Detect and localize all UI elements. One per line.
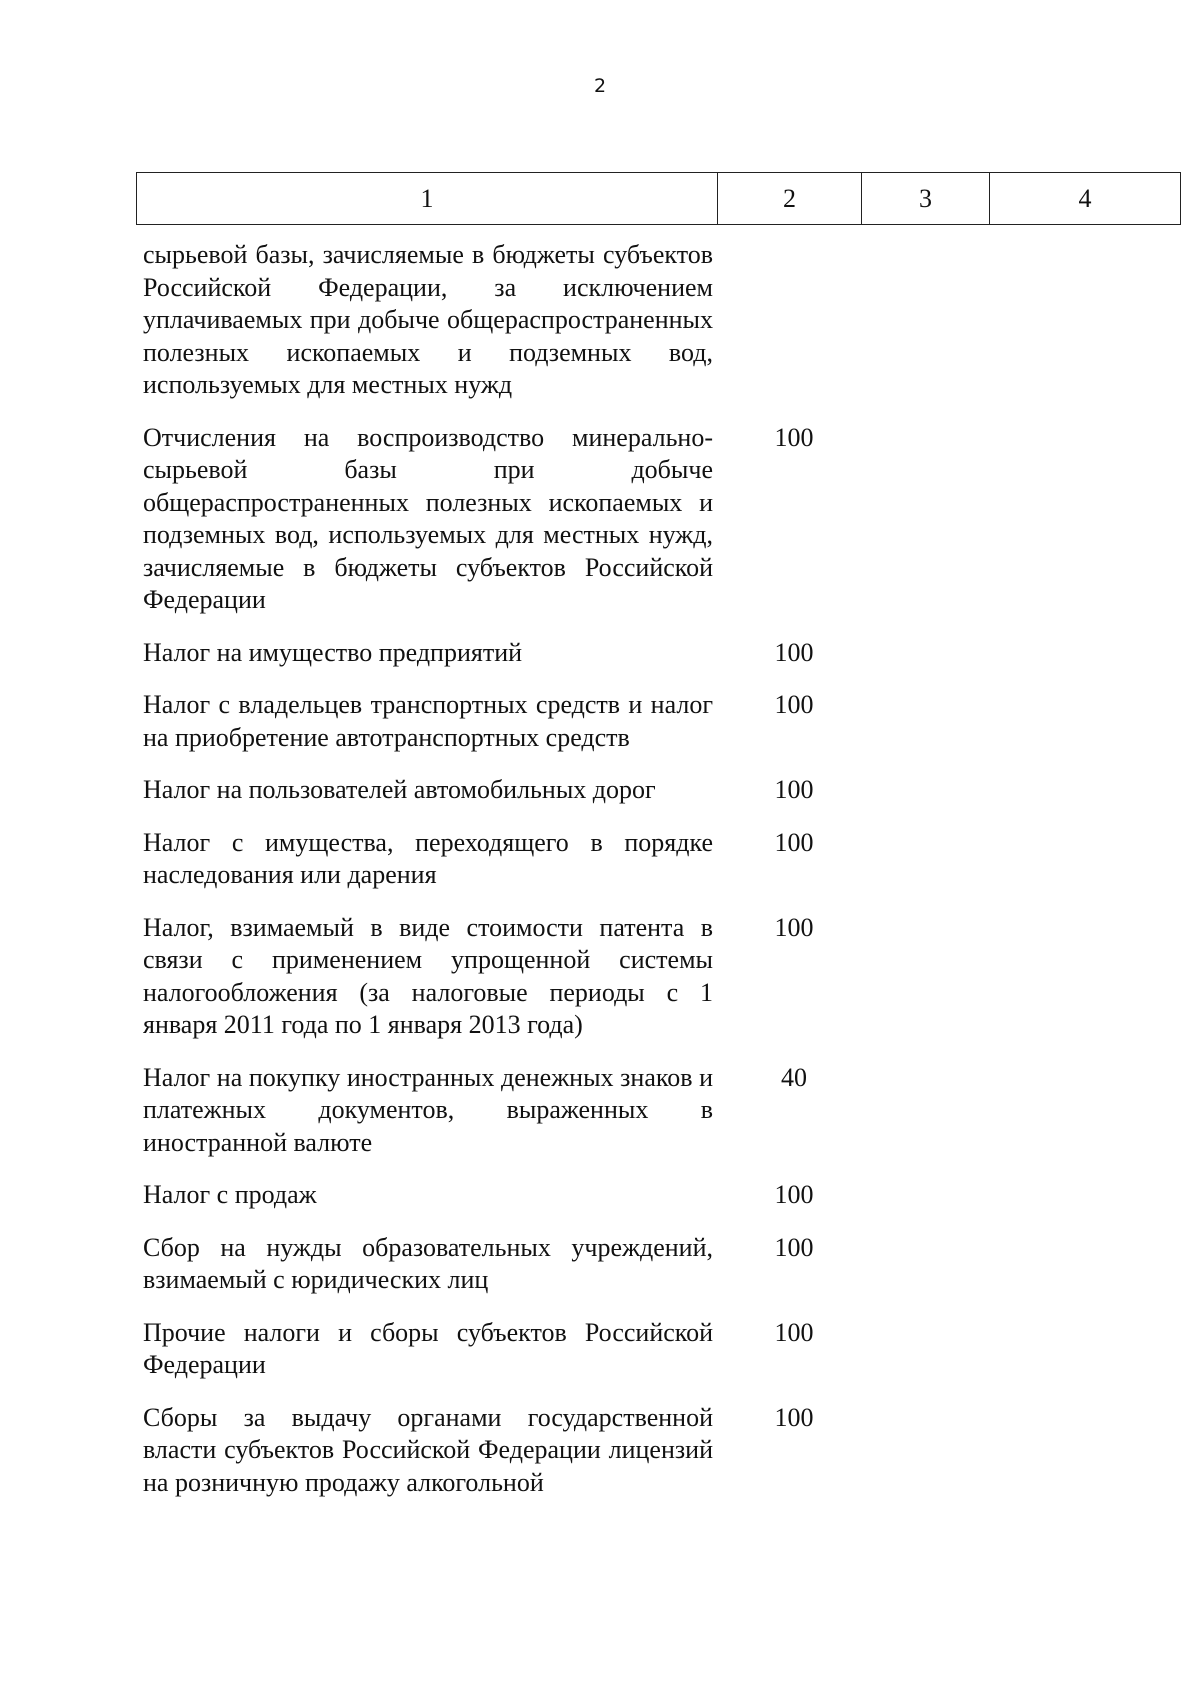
table-row bbox=[143, 1179, 1193, 1212]
tax-name: Налог на имущество предприятий bbox=[143, 637, 523, 667]
tax-percent: 100 bbox=[774, 1232, 814, 1262]
tax-percent: 40 bbox=[781, 1062, 807, 1092]
tax-name: Прочие налоги и сборы субъектов Российской Федерации bbox=[143, 1317, 713, 1379]
table-row bbox=[143, 774, 1193, 807]
tax-name: Налог с продаж bbox=[143, 1180, 317, 1209]
tax-rows bbox=[143, 239, 1193, 1519]
tax-name: Сбор на нужды образовательных учреждений, взимаемый с юридических лиц bbox=[143, 1232, 713, 1294]
tax-percent: 100 bbox=[774, 1180, 814, 1209]
table-row bbox=[143, 1062, 1193, 1160]
tax-percent: 100 bbox=[774, 912, 814, 942]
tax-percent: 100 bbox=[774, 1317, 814, 1347]
table-row bbox=[143, 1317, 1193, 1382]
column-header-row bbox=[137, 173, 1181, 225]
tax-name: Отчисления на воспроизводство минерально-сырьевой базы при добыче общераспространенных полезных ископаемых и подземных вод, используемых для местных нужд, зачисляемые в бюджеты субъектов Российской Федерации bbox=[143, 422, 713, 614]
tax-name: Сборы за выдачу органами государственной власти субъектов Российской Федерации лицензий на розничную продажу алкогольной bbox=[143, 1402, 713, 1497]
column-header-2: 2 bbox=[718, 173, 862, 225]
tax-name: сырьевой базы, зачисляемые в бюджеты субъектов Российской Федерации, за исключением уплачиваемых при добыче общераспространенных полезных ископаемых и подземных вод, используемых для местных нужд bbox=[143, 240, 713, 399]
table-row bbox=[143, 239, 1193, 402]
column-header-1: 1 bbox=[137, 173, 718, 225]
tax-name: Налог с владельцев транспортных средств и налог на приобретение автотранспортных средств bbox=[143, 690, 713, 752]
table-row bbox=[143, 689, 1193, 754]
column-header-4: 4 bbox=[990, 173, 1181, 225]
page-number: 2 bbox=[593, 75, 607, 97]
table-row bbox=[143, 1402, 1193, 1500]
tax-name: Налог с имущества, переходящего в порядке наследования или дарения bbox=[143, 827, 713, 889]
tax-name: Налог, взимаемый в виде стоимости патента в связи с применением упрощенной системы налогообложения (за налоговые периоды с 1 января 2011 года по 1 января 2013 года) bbox=[143, 912, 713, 1039]
table-row bbox=[143, 422, 1193, 617]
column-header-table bbox=[136, 172, 1181, 225]
tax-percent: 100 bbox=[774, 690, 814, 719]
tax-percent: 100 bbox=[774, 1402, 814, 1432]
tax-name: Налог на покупку иностранных денежных знаков и платежных документов, выраженных в иностранной валюте bbox=[143, 1062, 713, 1157]
tax-percent: 100 bbox=[774, 637, 814, 667]
table-row bbox=[143, 827, 1193, 892]
column-header-3: 3 bbox=[862, 173, 990, 225]
tax-percent: 100 bbox=[774, 775, 814, 804]
table-row bbox=[143, 912, 1193, 1042]
tax-name: Налог на пользователей автомобильных дорог bbox=[143, 775, 656, 804]
tax-percent: 100 bbox=[774, 827, 814, 857]
table-row bbox=[143, 637, 1193, 670]
tax-percent: 100 bbox=[774, 422, 814, 452]
table-row bbox=[143, 1232, 1193, 1297]
